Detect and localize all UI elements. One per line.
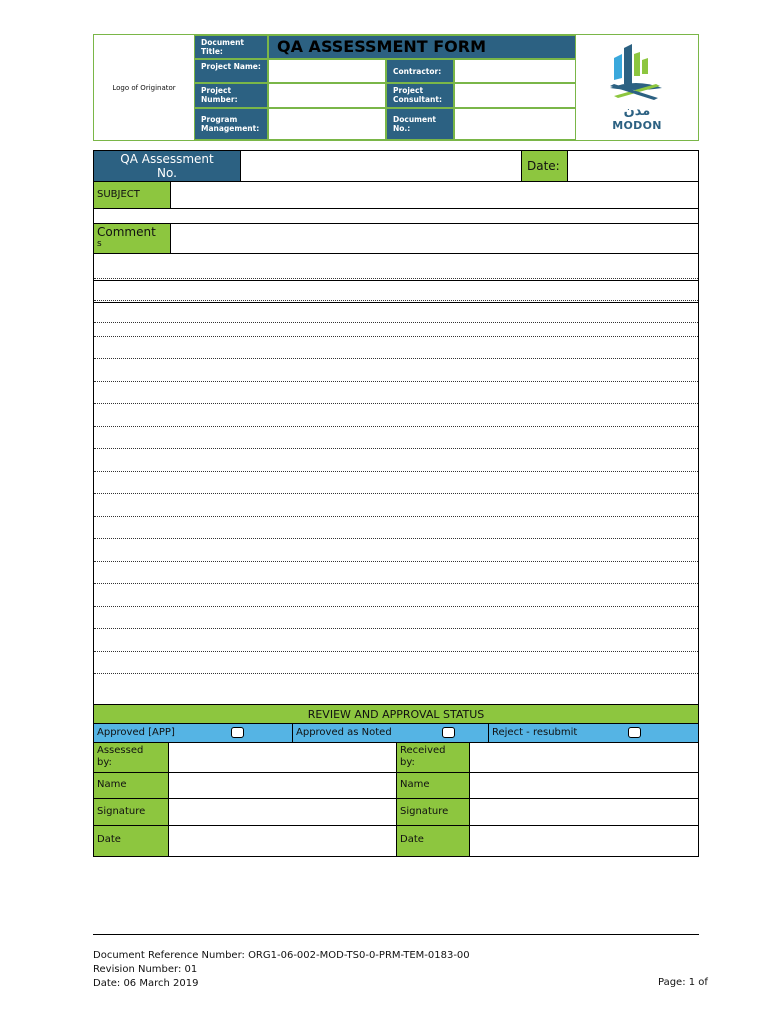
assessed-name-label: Name [94, 773, 169, 799]
received-signature-label: Signature [397, 799, 470, 826]
qa-assessment-no-label-line1: QA Assessment [120, 152, 214, 166]
comment-line [94, 381, 698, 382]
option-approved [94, 724, 293, 742]
form-title: QA ASSESSMENT FORM [268, 35, 576, 59]
assessed-by-label-line1: Assessed [97, 745, 144, 756]
option-approved-label: Approved [APP] [97, 727, 175, 738]
modon-arabic-text: مدن [623, 103, 651, 119]
comments-area[interactable] [94, 254, 698, 704]
qa-assessment-no-field[interactable] [242, 151, 521, 181]
reject-resubmit-checkbox[interactable] [628, 727, 641, 738]
comment-line [94, 673, 698, 674]
qa-assessment-form [93, 150, 699, 857]
assessed-by-label [94, 743, 169, 773]
comment-line [94, 538, 698, 539]
assessed-name-field[interactable] [169, 773, 397, 799]
comment-line [94, 280, 698, 281]
qa-assessment-no-label-line2: No. [157, 166, 177, 180]
document-no-field[interactable] [454, 108, 576, 140]
comment-line [94, 278, 698, 279]
document-title-label: Document Title: [194, 35, 268, 59]
comment-line [94, 583, 698, 584]
comment-line [94, 561, 698, 562]
comments-label-line2: s [97, 239, 102, 249]
document-footer [93, 949, 470, 991]
received-by-field[interactable] [470, 743, 698, 773]
project-consultant-field[interactable] [454, 83, 576, 108]
comment-line [94, 302, 698, 303]
document-reference-number: Document Reference Number: ORG1-06-002-MOD-TS0-0-PRM-TEM-0183-00 [93, 950, 470, 961]
project-consultant-label: Project Consultant: [386, 83, 454, 108]
subject-label: SUBJECT [94, 182, 171, 208]
modon-logo [576, 35, 698, 140]
option-approved-as-noted [293, 724, 489, 742]
approved-as-noted-checkbox[interactable] [442, 727, 455, 738]
contractor-field[interactable] [454, 59, 576, 83]
assessed-signature-label: Signature [94, 799, 169, 826]
originator-logo-placeholder: Logo of Originator [112, 83, 176, 92]
comment-line [94, 516, 698, 517]
program-management-label: Program Management: [194, 108, 268, 140]
page-number: Page: 1 of [658, 977, 708, 988]
comment-line [94, 403, 698, 404]
divider [94, 223, 698, 224]
modon-brand-text: MODON [612, 118, 662, 132]
approval-options-row [94, 724, 698, 743]
received-name-field[interactable] [470, 773, 698, 799]
comments-label [94, 224, 171, 253]
footer-date: Date: 06 March 2019 [93, 978, 199, 989]
option-reject-resubmit [489, 724, 698, 742]
revision-number: Revision Number: 01 [93, 964, 198, 975]
comment-line [94, 471, 698, 472]
comment-line [94, 322, 698, 323]
comments-label-line1: Comment [97, 225, 156, 239]
assessed-date-field[interactable] [169, 826, 397, 856]
project-number-field[interactable] [268, 83, 386, 108]
footer-divider [93, 934, 699, 935]
received-date-field[interactable] [470, 826, 698, 856]
project-name-field[interactable] [268, 59, 386, 83]
assessed-by-field[interactable] [169, 743, 397, 773]
comment-line [94, 628, 698, 629]
comment-line [94, 448, 698, 449]
assessed-signature-field[interactable] [169, 799, 397, 826]
received-date-label: Date [397, 826, 470, 856]
comment-line [94, 336, 698, 337]
received-signature-field[interactable] [470, 799, 698, 826]
review-approval-status-heading: REVIEW AND APPROVAL STATUS [94, 704, 698, 724]
comment-line [94, 300, 698, 301]
date-field[interactable] [569, 151, 698, 181]
received-name-label: Name [397, 773, 470, 799]
option-reject-resubmit-label: Reject - resubmit [492, 727, 578, 738]
project-number-label: Project Number: [194, 83, 268, 108]
comment-line [94, 426, 698, 427]
modon-building-icon [606, 44, 668, 106]
approved-checkbox[interactable] [231, 727, 244, 738]
received-by-label-line2: by: [400, 757, 415, 768]
program-management-field[interactable] [268, 108, 386, 140]
date-label: Date: [521, 151, 568, 181]
option-approved-as-noted-label: Approved as Noted [296, 727, 392, 738]
document-no-label: Document No.: [386, 108, 454, 140]
qa-assessment-no-label [94, 151, 241, 181]
comment-line [94, 606, 698, 607]
divider [94, 208, 698, 209]
contractor-label: Contractor: [386, 59, 454, 83]
assessed-date-label: Date [94, 826, 169, 856]
comment-line [94, 493, 698, 494]
project-name-label: Project Name: [194, 59, 268, 83]
assessed-by-label-line2: by: [97, 757, 112, 768]
subject-field[interactable] [172, 182, 698, 208]
document-header [93, 34, 699, 141]
comment-line [94, 651, 698, 652]
comment-line [94, 358, 698, 359]
received-by-label-line1: Received [400, 745, 446, 756]
received-by-label [397, 743, 470, 773]
